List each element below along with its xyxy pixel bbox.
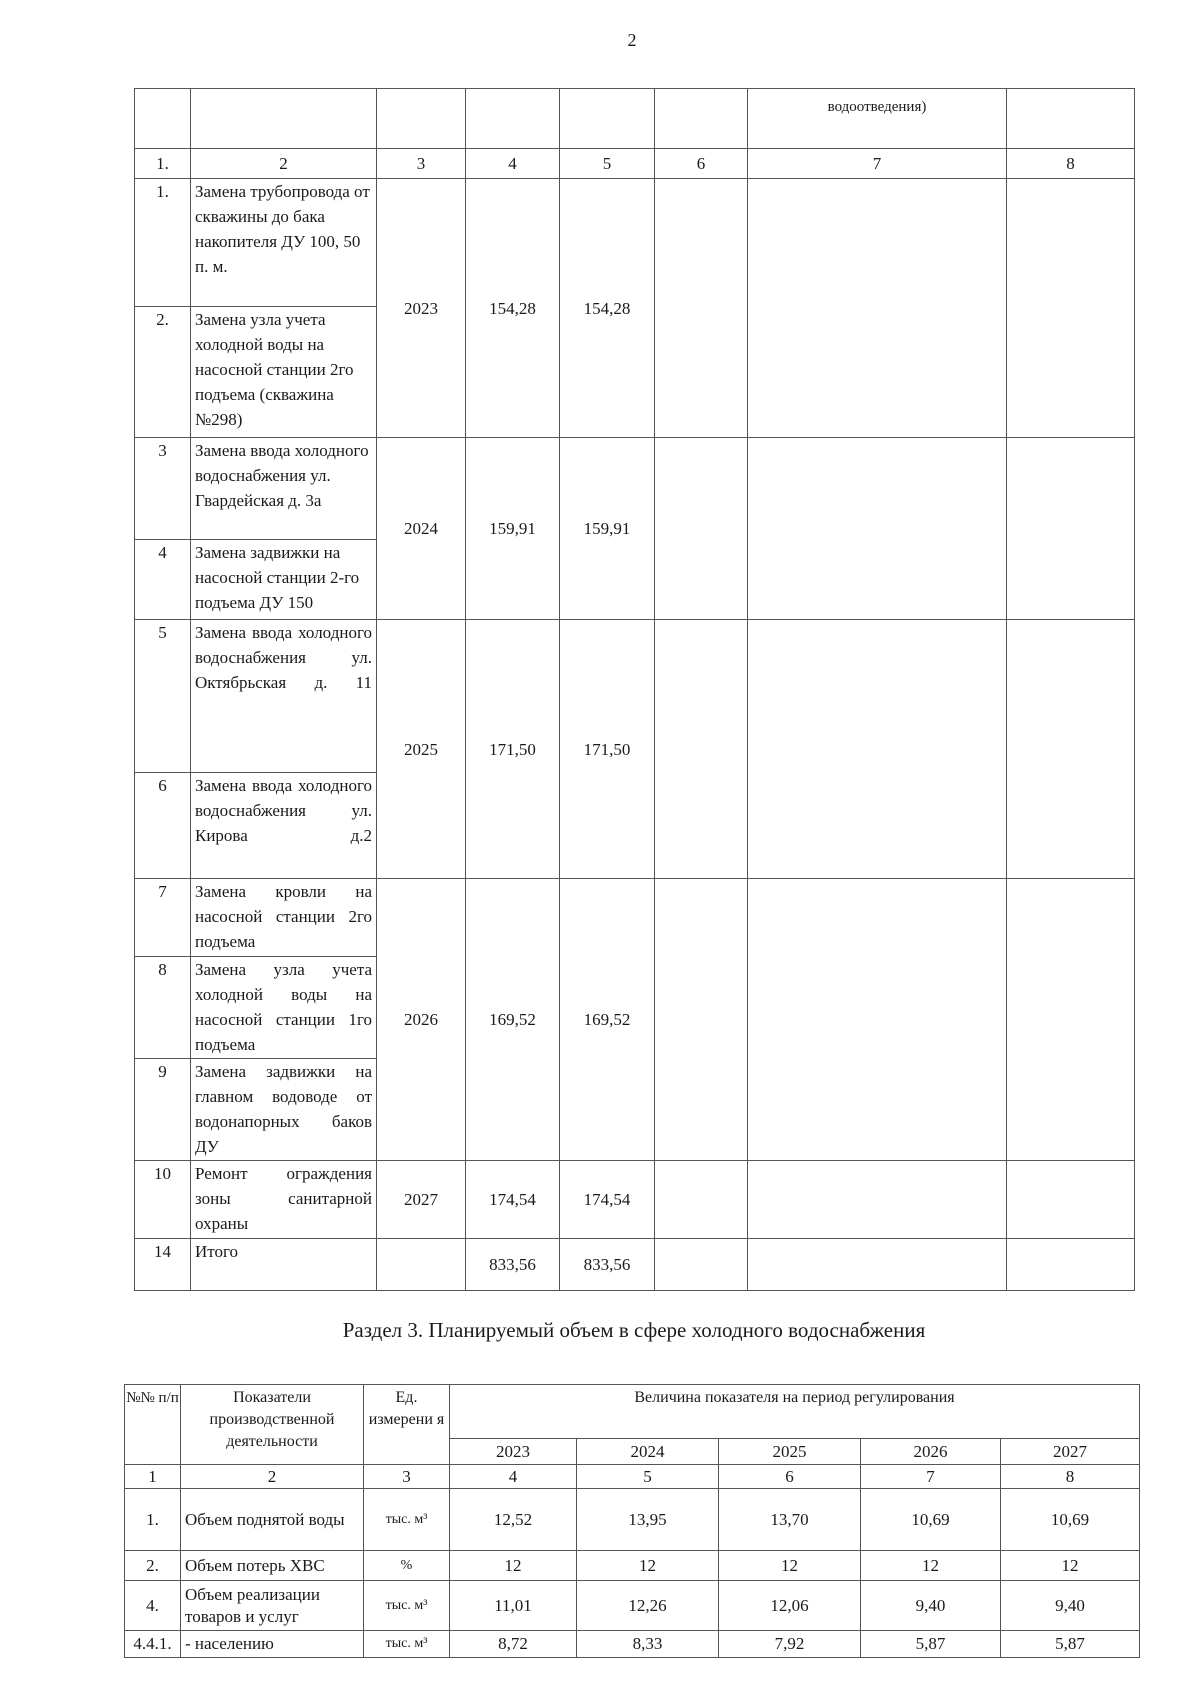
- row-value: 11,01: [450, 1581, 577, 1631]
- row-name: Замена ввода холодного водоснабжения ул. Кирова д.2: [191, 773, 377, 879]
- value-col4: 159,91: [466, 438, 560, 620]
- row-number: 2.: [125, 1551, 181, 1581]
- row-unit: тыс. м³: [364, 1631, 450, 1658]
- row-name: Замена задвижки на насосной станции 2-го подъема ДУ 150: [191, 540, 377, 620]
- column-number: 2: [181, 1465, 364, 1489]
- column-number: 6: [655, 149, 748, 179]
- row-number: 3: [135, 438, 191, 540]
- year-cell: 2025: [377, 620, 466, 879]
- investment-table: [134, 88, 1135, 1291]
- page-number: 2: [627, 30, 637, 50]
- row-name: Замена ввода холодного водоснабжения ул. Октябрьская д. 11: [191, 620, 377, 773]
- section-title: Раздел 3. Планируемый объем в сфере холодного водоснабжения: [342, 1318, 926, 1342]
- row-value: 10,69: [1001, 1489, 1140, 1551]
- table-header-row: [135, 89, 1135, 149]
- header-period: Величина показателя на период регулирования: [450, 1385, 1140, 1439]
- row-name: Объем поднятой воды: [181, 1489, 364, 1551]
- row-name: Замена кровли на насосной станции 2го подъема: [191, 879, 377, 957]
- column-number: 5: [560, 149, 655, 179]
- row-number: 14: [135, 1239, 191, 1291]
- table-row: [125, 1581, 1140, 1631]
- row-value: 12: [1001, 1551, 1140, 1581]
- row-number: 1.: [125, 1489, 181, 1551]
- row-name: Ремонт ограждения зоны санитарной охраны: [191, 1161, 377, 1239]
- year-cell: 2027: [377, 1161, 466, 1239]
- row-name: - населению: [181, 1631, 364, 1658]
- column-number: 4: [466, 149, 560, 179]
- row-name: Замена узла учета холодной воды на насосной станции 2го подъема (скважина №298): [191, 307, 377, 438]
- row-number: 10: [135, 1161, 191, 1239]
- row-value: 12,06: [719, 1581, 861, 1631]
- column-number: 3: [364, 1465, 450, 1489]
- row-number: 5: [135, 620, 191, 773]
- row-value: 7,92: [719, 1631, 861, 1658]
- value-col5: 171,50: [560, 620, 655, 879]
- header-num: №№ п/п: [125, 1385, 181, 1465]
- year-cell: 2024: [377, 438, 466, 620]
- table-row: [125, 1489, 1140, 1551]
- column-number: 5: [577, 1465, 719, 1489]
- row-name: Замена трубопровода от скважины до бака накопителя ДУ 100, 50 п. м.: [191, 179, 377, 307]
- row-number: 4: [135, 540, 191, 620]
- row-name: Замена ввода холодного водоснабжения ул. Гвардейская д. 3а: [191, 438, 377, 540]
- total-row: [135, 1239, 1135, 1291]
- table-row: [135, 879, 1135, 957]
- row-number: 8: [135, 957, 191, 1059]
- row-unit: тыс. м³: [364, 1489, 450, 1551]
- year-header: 2026: [861, 1439, 1001, 1465]
- total-label: Итого: [191, 1239, 377, 1291]
- column-number: 1: [125, 1465, 181, 1489]
- column-numbers-row: [135, 149, 1135, 179]
- row-value: 13,95: [577, 1489, 719, 1551]
- column-number: 8: [1001, 1465, 1140, 1489]
- row-number: 6: [135, 773, 191, 879]
- year-cell: 2026: [377, 879, 466, 1161]
- column-number: 4: [450, 1465, 577, 1489]
- row-value: 9,40: [861, 1581, 1001, 1631]
- value-col4: 171,50: [466, 620, 560, 879]
- row-number: 9: [135, 1059, 191, 1161]
- value-col5: 159,91: [560, 438, 655, 620]
- row-value: 8,72: [450, 1631, 577, 1658]
- total-col5: 833,56: [560, 1239, 655, 1291]
- table-row: [125, 1631, 1140, 1658]
- value-col5: 174,54: [560, 1161, 655, 1239]
- row-unit: %: [364, 1551, 450, 1581]
- header-unit: Ед. измерени я: [364, 1385, 450, 1465]
- value-col4: 174,54: [466, 1161, 560, 1239]
- row-name: Замена узла учета холодной воды на насосной станции 1го подъема: [191, 957, 377, 1059]
- column-number: 2: [191, 149, 377, 179]
- year-header: 2027: [1001, 1439, 1140, 1465]
- table-row: [125, 1551, 1140, 1581]
- row-value: 5,87: [861, 1631, 1001, 1658]
- value-col5: 154,28: [560, 179, 655, 438]
- row-value: 9,40: [1001, 1581, 1140, 1631]
- row-name: Объем реализации товаров и услуг: [181, 1581, 364, 1631]
- table-header-row: [125, 1385, 1140, 1439]
- year-header: 2023: [450, 1439, 577, 1465]
- column-number: 8: [1007, 149, 1135, 179]
- row-value: 12,52: [450, 1489, 577, 1551]
- column-number: 1.: [135, 149, 191, 179]
- row-value: 12: [719, 1551, 861, 1581]
- row-number: 4.: [125, 1581, 181, 1631]
- row-name: Замена задвижки на главном водоводе от водонапорных баков ДУ: [191, 1059, 377, 1161]
- row-value: 12: [861, 1551, 1001, 1581]
- row-value: 10,69: [861, 1489, 1001, 1551]
- value-col4: 169,52: [466, 879, 560, 1161]
- row-value: 13,70: [719, 1489, 861, 1551]
- row-name: Объем потерь ХВС: [181, 1551, 364, 1581]
- table-row: [135, 179, 1135, 307]
- row-number: 1.: [135, 179, 191, 307]
- column-numbers-row: [125, 1465, 1140, 1489]
- value-col4: 154,28: [466, 179, 560, 438]
- table-row: [135, 438, 1135, 540]
- row-number: 4.4.1.: [125, 1631, 181, 1658]
- header-indicator: Показатели производственной деятельности: [181, 1385, 364, 1465]
- year-header: 2025: [719, 1439, 861, 1465]
- value-col5: 169,52: [560, 879, 655, 1161]
- volume-table: [124, 1384, 1140, 1658]
- year-header: 2024: [577, 1439, 719, 1465]
- column-number: 3: [377, 149, 466, 179]
- column-number: 7: [861, 1465, 1001, 1489]
- column-number: 6: [719, 1465, 861, 1489]
- year-cell: 2023: [377, 179, 466, 438]
- table-row: [135, 620, 1135, 773]
- row-unit: тыс. м³: [364, 1581, 450, 1631]
- row-number: 7: [135, 879, 191, 957]
- row-value: 12: [577, 1551, 719, 1581]
- row-value: 12,26: [577, 1581, 719, 1631]
- header-note: водоотведения): [748, 89, 1007, 149]
- row-number: 2.: [135, 307, 191, 438]
- total-col4: 833,56: [466, 1239, 560, 1291]
- column-number: 7: [748, 149, 1007, 179]
- row-value: 5,87: [1001, 1631, 1140, 1658]
- row-value: 12: [450, 1551, 577, 1581]
- row-value: 8,33: [577, 1631, 719, 1658]
- table-row: [135, 1161, 1135, 1239]
